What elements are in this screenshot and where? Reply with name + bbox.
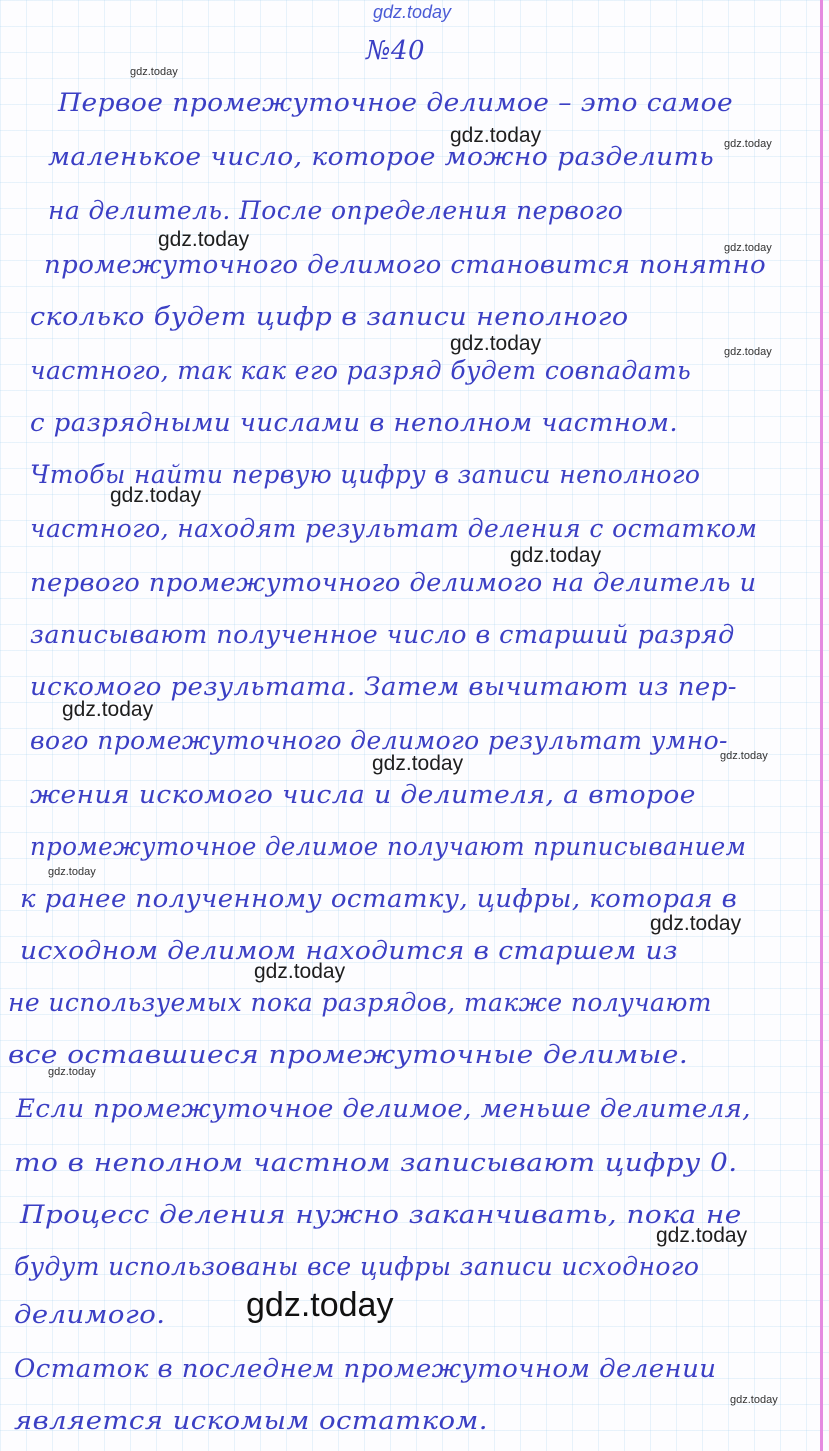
watermark: gdz.today — [62, 698, 154, 721]
text-line: промежуточного делимого становится понятно — [44, 250, 767, 279]
watermark: gdz.today — [254, 960, 346, 983]
text-line: с разрядными числами в неполном частном. — [30, 408, 679, 437]
text-line: будут использованы все цифры записи исходного — [14, 1252, 700, 1281]
text-line: искомого результата. Затем вычитают из пер- — [30, 672, 738, 701]
watermark: gdz.today — [372, 752, 464, 775]
watermark: gdz.today — [110, 484, 202, 507]
text-line: сколько будет цифр в записи неполного — [30, 302, 629, 331]
watermark: gdz.today — [450, 124, 542, 147]
watermark: gdz.today — [730, 1394, 778, 1406]
text-line: вого промежуточного делимого результат умно- — [30, 726, 728, 755]
text-line: промежуточное делимое получают приписыванием — [30, 832, 747, 861]
text-line: то в неполном частном записывают цифру 0. — [14, 1148, 738, 1177]
watermark: gdz.today — [724, 346, 772, 358]
watermark: gdz.today — [246, 1286, 394, 1324]
watermark: gdz.today — [48, 866, 96, 878]
text-line: к ранее полученному остатку, цифры, которая в — [20, 884, 738, 913]
watermark: gdz.today — [656, 1224, 748, 1247]
text-line: не используемых пока разрядов, также получают — [8, 988, 712, 1017]
watermark: gdz.today — [724, 242, 772, 254]
text-line: все оставшиеся промежуточные делимые. — [8, 1040, 689, 1069]
watermark: gdz.today — [450, 332, 542, 355]
exercise-number: №40 — [366, 36, 425, 66]
margin-line — [820, 0, 823, 1451]
text-line: Процесс деления нужно заканчивать, пока не — [20, 1200, 742, 1229]
text-line: Остаток в последнем промежуточном делении — [14, 1354, 717, 1383]
text-line: частного, находят результат деления с остатком — [30, 514, 758, 543]
watermark: gdz.today — [48, 1066, 96, 1078]
watermark: gdz.today — [650, 912, 742, 935]
watermark: gdz.today — [158, 228, 250, 251]
text-line: первого промежуточного делимого на делитель и — [30, 568, 757, 597]
watermark: gdz.today — [720, 750, 768, 762]
text-line: записывают полученное число в старший разряд — [30, 620, 735, 649]
watermark: gdz.today — [130, 66, 178, 78]
text-line: Первое промежуточное делимое – это самое — [58, 88, 734, 117]
text-line: исходном делимом находится в старшем из — [20, 936, 678, 965]
watermark: gdz.today — [510, 544, 602, 567]
text-line: маленькое число, которое можно разделить — [48, 142, 715, 171]
text-line: является искомым остатком. — [14, 1406, 488, 1435]
text-line: частного, так как его разряд будет совпадать — [30, 356, 692, 385]
header-watermark: gdz.today — [373, 2, 452, 22]
text-line: на делитель. После определения первого — [48, 196, 624, 225]
text-line: Чтобы найти первую цифру в записи неполного — [30, 460, 701, 489]
text-line: делимого. — [14, 1300, 166, 1329]
text-line: Если промежуточное делимое, меньше делителя, — [16, 1094, 751, 1123]
watermark: gdz.today — [724, 138, 772, 150]
text-line: жения искомого числа и делителя, а второе — [30, 780, 696, 809]
